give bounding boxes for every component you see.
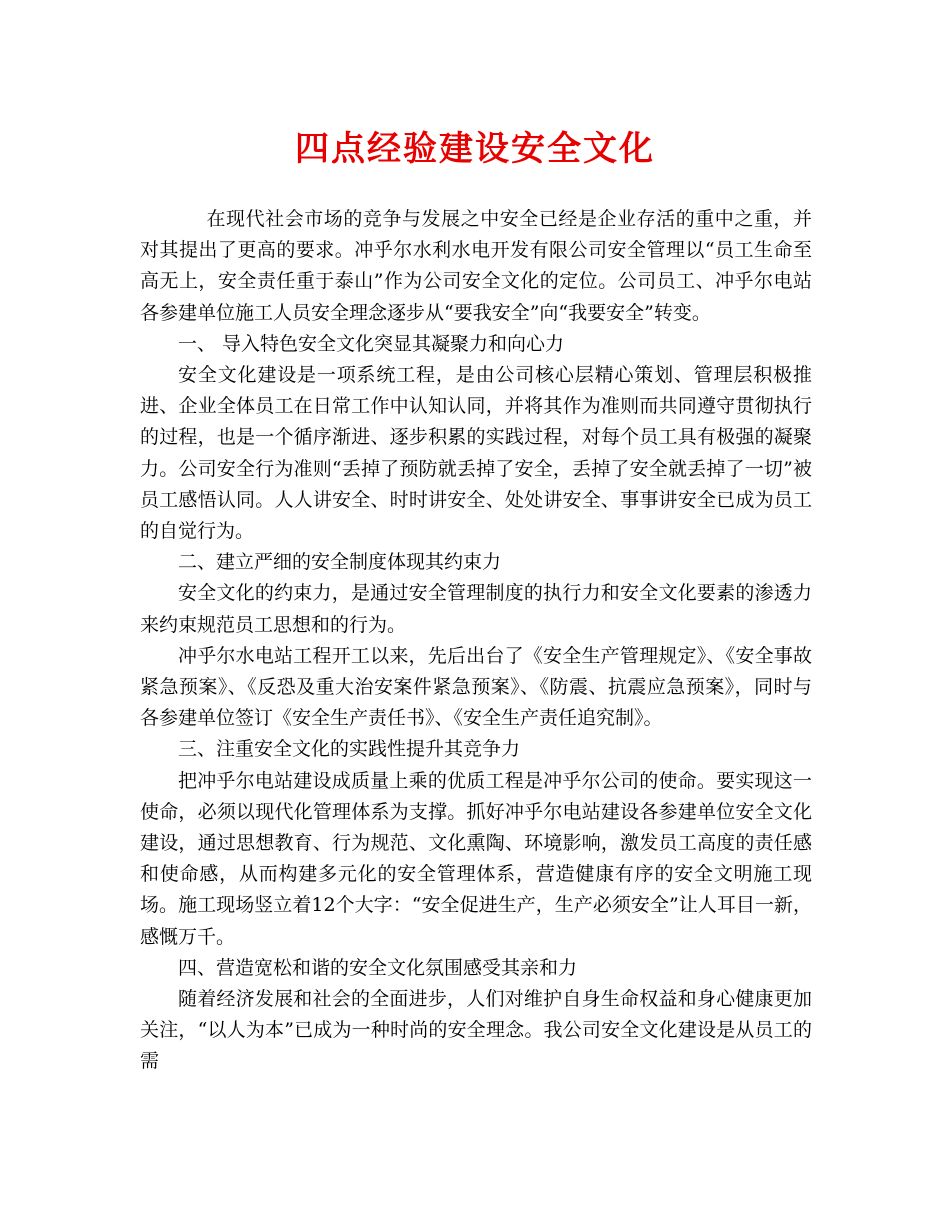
section-4-paragraph: 随着经济发展和社会的全面进步，人们对维护自身生命权益和身心健康更加关注，“以人为本”已成为一种时尚的安全理念。我公司安全文化建设是从员工的需 [140, 988, 812, 1073]
section-1-paragraph: 安全文化建设是一项系统工程，是由公司核心层精心策划、管理层积极推进、企业全体员工在日常工作中认知认同，并将其作为准则而共同遵守贯彻执行的过程，也是一个循序渐进、逐步积累的实践过程，对每个员工具有极强的凝聚力。公司安全行为准则“丢掉了预防就丢掉了安全，丢掉了安全就丢掉了一切”被员工感悟认同。人人讲安全、时时讲安全、处处讲安全、事事讲安全已成为员工的自觉行为。 [140, 364, 812, 543]
section-heading-1: 一、 导入特色安全文化突显其凝聚力和向心力 [178, 332, 565, 355]
document-title: 四点经验建设安全文化 [295, 129, 655, 169]
section-3-paragraph: 把冲乎尔电站建设成质量上乘的优质工程是冲乎尔公司的使命。要实现这一使命，必须以现代化管理体系为支撑。抓好冲乎尔电站建设各参建单位安全文化建设，通过思想教育、行为规范、文化熏陶、环境影响，激发员工高度的责任感和使命感，从而构建多元化的安全管理体系，营造健康有序的安全文明施工现场。施工现场竖立着12个大字：“安全促进生产，生产必须安全”让人耳目一新，感慨万千。 [140, 769, 812, 948]
intro-paragraph: 在现代社会市场的竞争与发展之中安全已经是企业存活的重中之重，并对其提出了更高的要求。冲乎尔水利水电开发有限公司安全管理以“员工生命至高无上，安全责任重于泰山”作为公司安全文化的定位。公司员工、冲乎尔电站各参建单位施工人员安全理念逐步从“要我安全”向“我要安全”转变。 [140, 208, 812, 324]
section-heading-4: 四、营造宽松和谐的安全文化氛围感受其亲和力 [178, 956, 578, 979]
section-heading-3: 三、注重安全文化的实践性提升其竞争力 [178, 738, 521, 761]
section-2-paragraph-1: 安全文化的约束力，是通过安全管理制度的执行力和安全文化要素的渗透力来约束规范员工思想和的行为。 [140, 582, 812, 636]
section-2-paragraph-2: 冲乎尔水电站工程开工以来，先后出台了《安全生产管理规定》、《安全事故紧急预案》、《反恐及重大治安案件紧急预案》、《防震、抗震应急预案》，同时与各参建单位签订《安全生产责任书》、《安全生产责任追究制》。 [140, 644, 812, 730]
document-body [140, 204, 812, 1078]
section-heading-2: 二、建立严细的安全制度体现其约束力 [178, 551, 502, 574]
